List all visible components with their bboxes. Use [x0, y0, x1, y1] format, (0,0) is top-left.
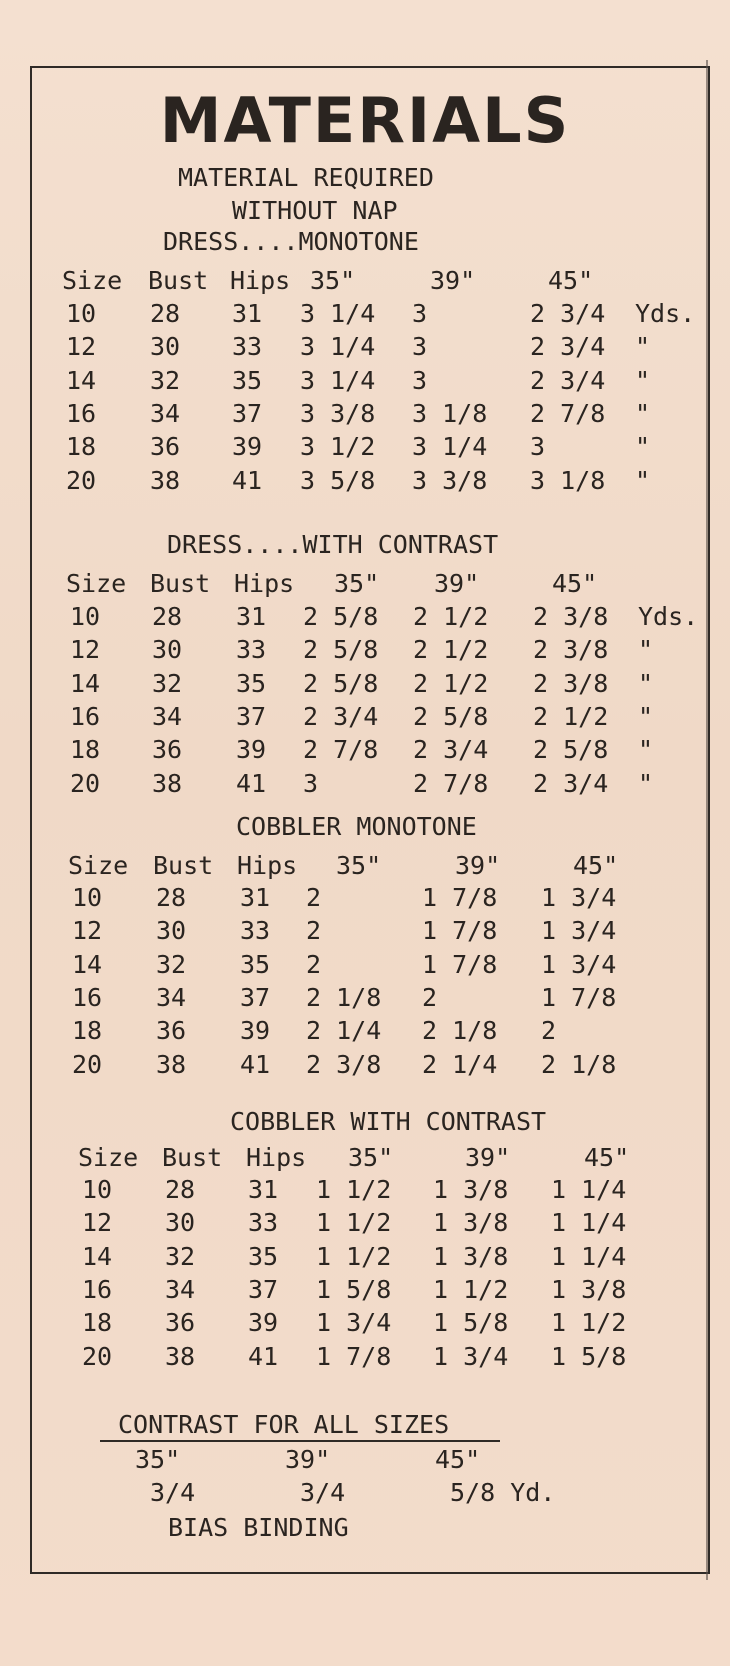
table-cell-hips: 37 [236, 701, 267, 731]
table-cell-width-45: 1 1/4 [551, 1175, 627, 1204]
table-cell-bust: 36 [156, 1016, 187, 1046]
contrast-value-39: 3/4 [300, 1478, 346, 1507]
table-cell-width-39: 1 3/8 [433, 1241, 509, 1271]
table-cell-width-39: 3 [412, 365, 428, 395]
column-header-size: Size [62, 266, 123, 295]
table-cell-size: 10 [82, 1175, 113, 1204]
table-cell-width-35: 3 1/4 [300, 365, 376, 395]
table-cell-width-39: 2 [422, 982, 438, 1012]
column-header-width-35: 35" [310, 266, 356, 295]
table-cell-width-45: 3 [530, 432, 546, 462]
table-cell-unit: " [638, 768, 654, 798]
table-cell-width-35: 3 3/8 [300, 398, 376, 428]
table-cell-hips: 39 [240, 1016, 271, 1046]
table-cell-width-39: 1 7/8 [422, 916, 498, 946]
table-cell-width-45: 1 3/4 [541, 883, 617, 912]
table-cell-width-45: 2 3/4 [533, 768, 609, 798]
table-cell-width-35: 2 [306, 883, 322, 912]
table-cell-width-45: 2 7/8 [530, 398, 606, 428]
table-cell-size: 12 [70, 635, 101, 665]
table-cell-bust: 28 [156, 883, 187, 912]
column-header-hips: Hips [230, 266, 291, 295]
table-cell-hips: 35 [236, 668, 267, 698]
table-cell-hips: 31 [236, 602, 267, 631]
table-cell-width-35: 1 1/2 [316, 1241, 392, 1271]
table-cell-width-35: 2 [306, 949, 322, 979]
table-cell-bust: 38 [165, 1341, 196, 1371]
table-cell-width-39: 2 5/8 [413, 701, 489, 731]
table-cell-bust: 28 [150, 299, 181, 328]
table-cell-width-35: 1 3/4 [316, 1308, 392, 1338]
table-cell-unit: " [638, 668, 654, 698]
table-cell-hips: 41 [248, 1341, 279, 1371]
table-cell-width-45: 2 3/8 [533, 635, 609, 665]
table-cell-width-35: 3 1/4 [300, 299, 376, 328]
table-cell-hips: 33 [240, 916, 271, 946]
column-header-hips: Hips [246, 1143, 307, 1172]
table-cell-width-45: 2 [541, 1016, 557, 1046]
column-header-bust: Bust [162, 1143, 223, 1172]
table-cell-size: 14 [82, 1241, 113, 1271]
subtitle-material-required: MATERIAL REQUIRED [178, 163, 434, 192]
table-cell-width-45: 1 7/8 [541, 982, 617, 1012]
table-cell-width-39: 2 1/4 [422, 1049, 498, 1079]
subtitle-without-nap: WITHOUT NAP [232, 196, 398, 225]
table-cell-unit: " [635, 465, 651, 495]
table-cell-hips: 37 [232, 398, 263, 428]
table-cell-width-35: 2 3/4 [303, 701, 379, 731]
table-cell-hips: 41 [232, 465, 263, 495]
table-cell-size: 16 [72, 982, 103, 1012]
column-header-bust: Bust [153, 851, 214, 880]
table-cell-hips: 39 [232, 432, 263, 462]
table-cell-width-39: 3 1/4 [412, 432, 488, 462]
table-cell-width-39: 1 3/8 [433, 1208, 509, 1238]
column-header-width-45: 45" [552, 569, 598, 598]
table-cell-bust: 34 [156, 982, 187, 1012]
contrast-col-35: 35" [135, 1445, 181, 1474]
table-cell-width-39: 1 7/8 [422, 949, 498, 979]
column-header-bust: Bust [148, 266, 209, 295]
table-cell-width-45: 1 3/4 [541, 916, 617, 946]
table-cell-width-45: 2 3/4 [530, 332, 606, 362]
table-cell-bust: 30 [156, 916, 187, 946]
table-cell-unit: " [635, 432, 651, 462]
table-cell-unit: " [638, 701, 654, 731]
table-cell-bust: 34 [150, 398, 181, 428]
table-cell-width-39: 3 3/8 [412, 465, 488, 495]
table-cell-width-45: 3 1/8 [530, 465, 606, 495]
table-cell-size: 16 [66, 398, 97, 428]
table-cell-size: 12 [82, 1208, 113, 1238]
table-cell-hips: 33 [248, 1208, 279, 1238]
table-cell-hips: 33 [232, 332, 263, 362]
table-cell-size: 20 [66, 465, 97, 495]
table-cell-size: 14 [72, 949, 103, 979]
contrast-value-45: 5/8 Yd. [450, 1478, 556, 1507]
table-cell-width-39: 1 3/4 [433, 1341, 509, 1371]
table-cell-size: 10 [66, 299, 97, 328]
table-cell-width-45: 1 1/4 [551, 1241, 627, 1271]
column-header-width-39: 39" [430, 266, 476, 295]
table-cell-width-35: 2 3/8 [306, 1049, 382, 1079]
table-cell-size: 16 [82, 1274, 113, 1304]
bias-binding-note: BIAS BINDING [168, 1513, 349, 1542]
section-heading: DRESS....MONOTONE [163, 227, 419, 256]
table-cell-width-39: 1 5/8 [433, 1308, 509, 1338]
table-cell-width-35: 1 5/8 [316, 1274, 392, 1304]
table-cell-width-35: 2 5/8 [303, 602, 379, 631]
table-cell-width-35: 2 [306, 916, 322, 946]
table-cell-bust: 38 [150, 465, 181, 495]
table-cell-hips: 41 [236, 768, 267, 798]
column-header-width-39: 39" [465, 1143, 511, 1172]
table-cell-size: 20 [72, 1049, 103, 1079]
table-cell-width-35: 3 1/2 [300, 432, 376, 462]
table-cell-width-45: 1 1/2 [551, 1308, 627, 1338]
table-cell-width-35: 2 7/8 [303, 735, 379, 765]
table-cell-bust: 36 [150, 432, 181, 462]
table-cell-unit: Yds. [635, 299, 696, 328]
table-cell-width-35: 2 1/4 [306, 1016, 382, 1046]
column-header-width-39: 39" [434, 569, 480, 598]
column-header-width-35: 35" [348, 1143, 394, 1172]
table-cell-unit: " [635, 398, 651, 428]
table-cell-width-45: 1 3/8 [551, 1274, 627, 1304]
table-cell-bust: 38 [152, 768, 183, 798]
table-cell-bust: 30 [165, 1208, 196, 1238]
table-cell-hips: 31 [240, 883, 271, 912]
table-cell-bust: 32 [156, 949, 187, 979]
table-cell-hips: 41 [240, 1049, 271, 1079]
table-cell-unit: " [635, 332, 651, 362]
table-cell-bust: 30 [150, 332, 181, 362]
table-cell-bust: 32 [150, 365, 181, 395]
contrast-col-45: 45" [435, 1445, 481, 1474]
table-cell-width-45: 1 5/8 [551, 1341, 627, 1371]
table-cell-size: 18 [72, 1016, 103, 1046]
table-cell-unit: " [638, 635, 654, 665]
contrast-col-39: 39" [285, 1445, 331, 1474]
table-cell-unit: " [638, 735, 654, 765]
table-cell-hips: 33 [236, 635, 267, 665]
table-cell-width-39: 2 1/2 [413, 668, 489, 698]
table-cell-hips: 39 [236, 735, 267, 765]
table-cell-width-39: 1 7/8 [422, 883, 498, 912]
table-cell-size: 18 [82, 1308, 113, 1338]
table-cell-width-39: 2 1/2 [413, 635, 489, 665]
table-cell-width-45: 2 3/8 [533, 668, 609, 698]
table-cell-width-39: 2 7/8 [413, 768, 489, 798]
table-cell-width-35: 3 [303, 768, 319, 798]
table-cell-width-45: 1 3/4 [541, 949, 617, 979]
column-header-hips: Hips [237, 851, 298, 880]
table-cell-bust: 34 [165, 1274, 196, 1304]
table-cell-size: 20 [82, 1341, 113, 1371]
column-header-width-45: 45" [573, 851, 619, 880]
contrast-value-35: 3/4 [150, 1478, 196, 1507]
table-cell-width-45: 2 1/2 [533, 701, 609, 731]
column-header-hips: Hips [234, 569, 295, 598]
table-cell-bust: 28 [152, 602, 183, 631]
table-cell-width-45: 1 1/4 [551, 1208, 627, 1238]
table-cell-width-35: 2 5/8 [303, 635, 379, 665]
column-header-width-45: 45" [548, 266, 594, 295]
table-cell-hips: 37 [240, 982, 271, 1012]
contrast-all-heading: CONTRAST FOR ALL SIZES [118, 1410, 450, 1439]
table-cell-bust: 38 [156, 1049, 187, 1079]
table-cell-width-39: 1 3/8 [433, 1175, 509, 1204]
table-cell-hips: 37 [248, 1274, 279, 1304]
table-cell-bust: 32 [152, 668, 183, 698]
table-cell-width-35: 2 5/8 [303, 668, 379, 698]
column-header-size: Size [66, 569, 127, 598]
table-cell-size: 12 [72, 916, 103, 946]
column-header-size: Size [68, 851, 129, 880]
section-heading: COBBLER MONOTONE [236, 812, 477, 841]
table-cell-width-45: 2 1/8 [541, 1049, 617, 1079]
table-cell-hips: 31 [248, 1175, 279, 1204]
table-cell-hips: 39 [248, 1308, 279, 1338]
table-cell-hips: 35 [232, 365, 263, 395]
table-cell-size: 12 [66, 332, 97, 362]
table-cell-bust: 36 [152, 735, 183, 765]
table-cell-width-45: 2 3/4 [530, 365, 606, 395]
column-header-size: Size [78, 1143, 139, 1172]
column-header-width-35: 35" [334, 569, 380, 598]
column-header-width-45: 45" [584, 1143, 630, 1172]
column-header-width-39: 39" [455, 851, 501, 880]
table-cell-width-39: 3 1/8 [412, 398, 488, 428]
table-cell-unit: Yds. [638, 602, 699, 631]
table-cell-width-35: 1 1/2 [316, 1175, 392, 1204]
table-cell-width-39: 2 1/2 [413, 602, 489, 631]
table-cell-width-45: 2 3/4 [530, 299, 606, 328]
table-cell-size: 10 [70, 602, 101, 631]
table-cell-bust: 36 [165, 1308, 196, 1338]
contrast-all-underline [100, 1440, 500, 1442]
section-heading: COBBLER WITH CONTRAST [230, 1107, 547, 1136]
table-cell-width-39: 2 3/4 [413, 735, 489, 765]
table-cell-size: 14 [70, 668, 101, 698]
section-heading: DRESS....WITH CONTRAST [167, 530, 499, 559]
table-cell-bust: 32 [165, 1241, 196, 1271]
table-cell-size: 20 [70, 768, 101, 798]
table-cell-width-39: 2 1/8 [422, 1016, 498, 1046]
table-cell-width-45: 2 5/8 [533, 735, 609, 765]
table-cell-size: 18 [70, 735, 101, 765]
table-cell-width-35: 3 5/8 [300, 465, 376, 495]
column-header-width-35: 35" [336, 851, 382, 880]
table-cell-size: 16 [70, 701, 101, 731]
table-cell-hips: 35 [240, 949, 271, 979]
table-cell-width-39: 1 1/2 [433, 1274, 509, 1304]
paper-fold-edge [706, 60, 708, 1580]
table-cell-width-35: 1 7/8 [316, 1341, 392, 1371]
page-title: MATERIALS [159, 84, 571, 157]
table-cell-width-39: 3 [412, 299, 428, 328]
table-cell-width-35: 3 1/4 [300, 332, 376, 362]
table-cell-bust: 34 [152, 701, 183, 731]
table-cell-width-39: 3 [412, 332, 428, 362]
column-header-bust: Bust [150, 569, 211, 598]
table-cell-unit: " [635, 365, 651, 395]
table-cell-hips: 35 [248, 1241, 279, 1271]
table-cell-width-35: 1 1/2 [316, 1208, 392, 1238]
table-cell-hips: 31 [232, 299, 263, 328]
table-cell-size: 10 [72, 883, 103, 912]
table-cell-width-35: 2 1/8 [306, 982, 382, 1012]
table-cell-bust: 28 [165, 1175, 196, 1204]
table-cell-bust: 30 [152, 635, 183, 665]
table-cell-size: 14 [66, 365, 97, 395]
table-cell-size: 18 [66, 432, 97, 462]
table-cell-width-45: 2 3/8 [533, 602, 609, 631]
